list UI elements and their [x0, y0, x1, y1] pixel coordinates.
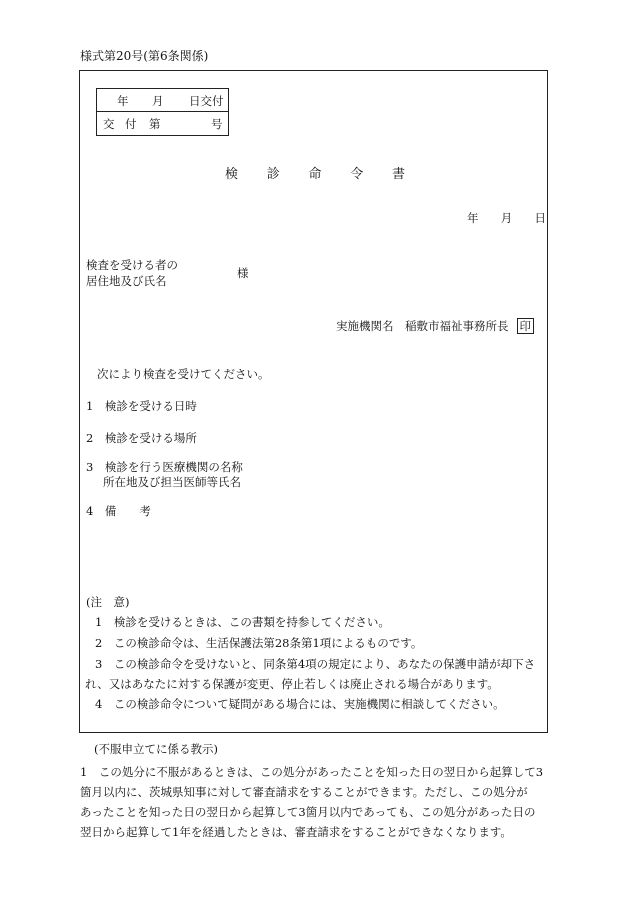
note-item: 4 この検診命令について疑問がある場合には、実施機関に相談してください。: [95, 697, 505, 711]
date-day-label: 日: [534, 211, 546, 225]
issue-number-fu: 付: [125, 117, 137, 131]
item-exam-place: 2 検診を受ける場所: [86, 431, 197, 445]
honorific-sama: 様: [237, 266, 249, 280]
item-remarks: 4 備 考: [86, 504, 151, 518]
title-char: 書: [391, 167, 405, 182]
issuer-text: 実施機関名 稲敷市福祉事務所長: [336, 319, 509, 333]
title-char: 診: [266, 167, 280, 182]
note-item: 3 この検診命令を受けないと、同条第4項の規定により、あなたの保護申請が却下さ: [95, 657, 536, 671]
issue-date-row: [97, 89, 228, 112]
recipient-label-line1: 検査を受ける者の: [86, 258, 178, 272]
issue-number-ko: 交: [103, 117, 115, 131]
document-title: [225, 163, 405, 182]
item-medical-institution-sub: 所在地及び担当医師等氏名: [103, 475, 241, 489]
issue-number-dai: 第: [149, 117, 161, 131]
notes-heading: (注 意): [86, 595, 130, 609]
issue-date-number-box: [96, 88, 229, 136]
date-year-label: 年: [467, 211, 479, 225]
note-item: 2 この検診命令は、生活保護法第28条第1項によるものです。: [95, 636, 423, 650]
appeal-line: 箇月以内に、茨城県知事に対して審査請求をすることができます。ただし、この処分が: [80, 785, 528, 799]
issue-month-label: 月: [152, 94, 164, 108]
issue-day-label: 日交付: [189, 94, 224, 108]
appeal-heading: (不服申立てに係る教示): [94, 742, 218, 756]
title-char: 検: [225, 167, 239, 182]
title-char: 命: [308, 167, 322, 182]
intro-text: 次により検査を受けてください。: [97, 367, 270, 381]
issue-number-go: 号: [211, 117, 223, 131]
document-date: [467, 210, 546, 226]
item-medical-institution: 3 検診を行う医療機関の名称: [86, 460, 243, 474]
seal-stamp: 印: [517, 318, 535, 334]
recipient-label: [86, 257, 178, 289]
title-char: 令: [350, 167, 364, 182]
form-number-label: 様式第20号(第6条関係): [80, 49, 209, 63]
appeal-line: 翌日から起算して1年を経過したときは、審査請求をすることができなくなります。: [80, 825, 512, 839]
note-item: 1 検診を受けるときは、この書類を持参してください。: [95, 615, 390, 629]
issue-year-label: 年: [117, 94, 129, 108]
issuer-name: [336, 318, 534, 334]
item-exam-datetime: 1 検診を受ける日時: [86, 399, 197, 413]
appeal-line: 1 この処分に不服があるときは、この処分があったことを知った日の翌日から起算して3: [80, 765, 544, 779]
note-item-continuation: れ、又はあなたに対する保護が変更、停止若しくは廃止される場合があります。: [85, 677, 499, 691]
date-month-label: 月: [500, 211, 513, 225]
appeal-line: あったことを知った日の翌日から起算して3箇月以内であっても、この処分があった日の: [80, 805, 536, 819]
recipient-label-line2: 居住地及び氏名: [86, 274, 167, 288]
